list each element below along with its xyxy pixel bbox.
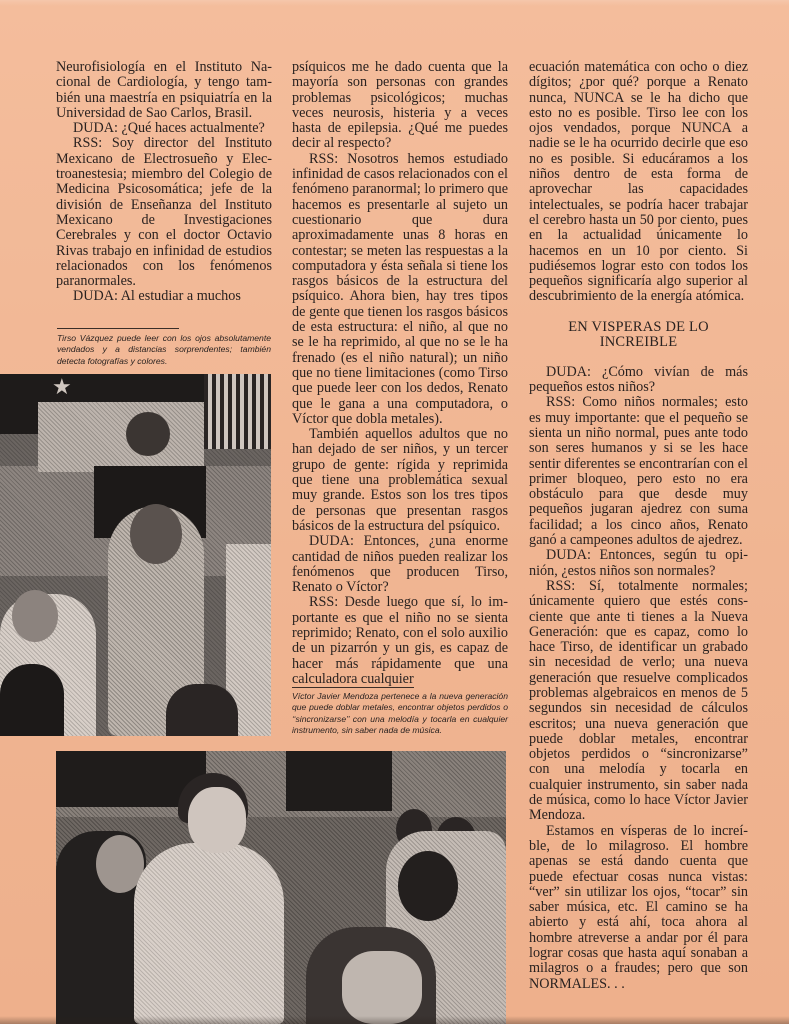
column-3-text-after-heading	[529, 365, 748, 992]
photo-young-man-light-shirt	[134, 843, 284, 1024]
article-paragraph: ecuación matemática con ocho o diez dígitos; ¿por qué? porque a Renato nunca, NUNCA se le ha dicho que esto no es posible. Tirso lee con los ojos vendados, porque NUNCA a nadie se le ha ocurrido decirle que eso no es posible. Si educáramos a los niños dentro de esta forma de aprovechar las capacidades intelectuales, se podría hacer trabajar el cerebro hasta un 50 por ciento, pues en la actualidad únicamente lo hacemos en un 10 por ciento. Si pudiésemos lograr esto con todos los pequeños significaría algo superior al descubrimiento de la energía atómica.	[529, 59, 748, 305]
photo-flag-striped	[204, 374, 271, 449]
article-paragraph: RSS: Como niños normales; esto es muy importante: que el pequeño se sienta un niño normal, pues ante todo son seres humanos y si se les hace sentir diferentes se encontrarían con el primer bloqueo, pero esto no era obstáculo para que desde muy pequeños jugaran ajedrez con suma facilidad; a los cinco años, Renato ganó a campeones adultos de ajedrez.	[529, 394, 748, 549]
photo-girl-hair	[398, 851, 458, 921]
article-column-3	[529, 60, 748, 992]
article-paragraph: Estamos en vísperas de lo increíble, de lo milagroso. El hombre apenas se está dando cuenta que puede efectuar cosas nunca vistas: “ver” sin utilizar los ojos, “tocar” sin saber música, etc. El camino se ha abierto y está ahí, toca ahora al hombre atreverse a andar por él para lograr cosas que hasta aquí sonaban a milagros o a fraudes; pero que son NORMALES. . .	[529, 822, 748, 992]
article-paragraph: DUDA: Entonces, según tu opinión, ¿estos niños son normales?	[529, 547, 748, 579]
photo-foreground-face	[342, 951, 422, 1024]
photo-tirso-vazquez	[0, 374, 271, 736]
section-heading	[529, 320, 748, 351]
star-icon: ★	[52, 374, 72, 399]
photo-young-man-face	[188, 787, 246, 853]
photo-flag-mexico	[38, 402, 204, 472]
article-paragraph: DUDA: ¿Qué haces actualmente?	[73, 120, 265, 137]
photo-man-head	[12, 590, 58, 642]
scan-edge-top	[0, 0, 789, 6]
article-paragraph: DUDA: ¿Cómo vivían de más pequeños estos niños?	[529, 363, 748, 396]
caption-divider	[57, 328, 179, 329]
photo-victor-javier-mendoza	[56, 751, 506, 1024]
photo-foreground-head-2	[166, 684, 238, 736]
caption-divider	[292, 687, 414, 688]
photo-caption-victor: Víctor Javier Mendoza pertenece a la nueva generación que puede doblar metales, encontrar objetos perdidos o ‘‘sincronizarse’’ con una melodía y tocarla en cualquier instrumento, sin saber nada de música.	[292, 691, 508, 736]
article-paragraph: RSS: Desde luego que sí, lo importante es que el niño no se sienta reprimido; Renato, con el solo auxilio de un pizarrón y un gis, es capaz de hacer más rápidamente que una calculadora cualquier	[292, 594, 508, 687]
section-heading-line-2: INCREIBLE	[599, 334, 678, 351]
photo-dark-panel-center	[286, 751, 392, 811]
photo-foreground-head	[0, 664, 64, 736]
article-paragraph: psíquicos me he dado cuenta que la mayoría son personas con grandes problemas psicológicos; muchas veces neurosis, histeria y a veces hasta de epilepsia. ¿Qué me puedes decir al respecto?	[292, 59, 508, 152]
article-paragraph: RSS: Sí, totalmente normales; únicamente quiero que estés consciente que ante ti tienes a la Nueva Generación: que es capaz, como lo hace Tirso, de identificar un grabado sin necesidad de verlo; una nueva generación que resuelve complicados problemas algebraicos en menos de 5 segundos sin necesidad de cálculos escritos; una nueva generación que puede doblar metales, encontrar objetos perdidos o “sincronizarse” con una melodía y tocarla en cualquier instrumento, sin saber nada de música, como lo hace Víctor Javier Mendoza.	[529, 577, 748, 824]
photo-flag-emblem	[126, 412, 170, 456]
article-paragraph: Neurofisiología en el Instituto Nacional de Cardiología, y tengo también una maestría en psiquiatría en la Universidad de Sao Carlos, Brasil.	[56, 59, 272, 121]
article-column-2	[292, 60, 508, 687]
photo-boy-head	[130, 504, 182, 564]
article-column-1	[56, 60, 272, 305]
article-paragraph: También aquellos adultos que no han dejado de ser niños, y un tercer grupo de gente: rígida y reprimida que tiene una problemática sexual muy grande. Estos son los tres tipos de personas que presentan rasgos básicos de la estructura del psíquico.	[292, 426, 508, 534]
article-paragraph: DUDA: Al estudiar a muchos	[73, 288, 241, 305]
section-heading-line-1: EN VISPERAS DE LO	[568, 318, 709, 335]
article-paragraph: RSS: Nosotros hemos estudiado infinidad de casos relacionados con el fenómeno paranormal; lo primero que hacemos es presentarle al sujeto un cuestionario que dura aproximadamente unas 8 horas en contestar; se meten las respuestas a la computadora y ésta señala si tiene los rasgos básicos de la estructura del psíquico. Ahora bien, hay tres tipos de gente que tienen los rasgos básicos de esta estructura: el niño, al que no se le ha reprimido, al que no se le ha frenado (es el niño natural); un niño que no tiene limitaciones (como Tirso que puede leer con los dedos, Renato que le gana a una computadora, o Víctor que dobla metales).	[292, 150, 508, 427]
scan-edge-bottom	[0, 1016, 789, 1024]
article-paragraph: DUDA: Entonces, ¿una enorme cantidad de niños pueden realizar los fenómenos que producen Tirso, Renato o Víctor?	[292, 533, 508, 596]
photo-caption-tirso: Tirso Vázquez puede leer con los ojos absolutamente vendados y a distancias sorprendentes; también detecta fotografías y colores.	[57, 333, 271, 366]
column-3-text-before-heading	[529, 60, 748, 305]
article-paragraph: RSS: Soy director del Instituto Mexicano de Electrosueño y Electroanestesia; miembro del Colegio de Medicina Psicosomática; jefe de la división de Enseñanza del Instituto Mexicano de Investigaciones Cerebrales y con el doctor Octavio Rivas trabajo en infinidad de estudios relacionados con los fenómenos paranormales.	[56, 135, 272, 290]
